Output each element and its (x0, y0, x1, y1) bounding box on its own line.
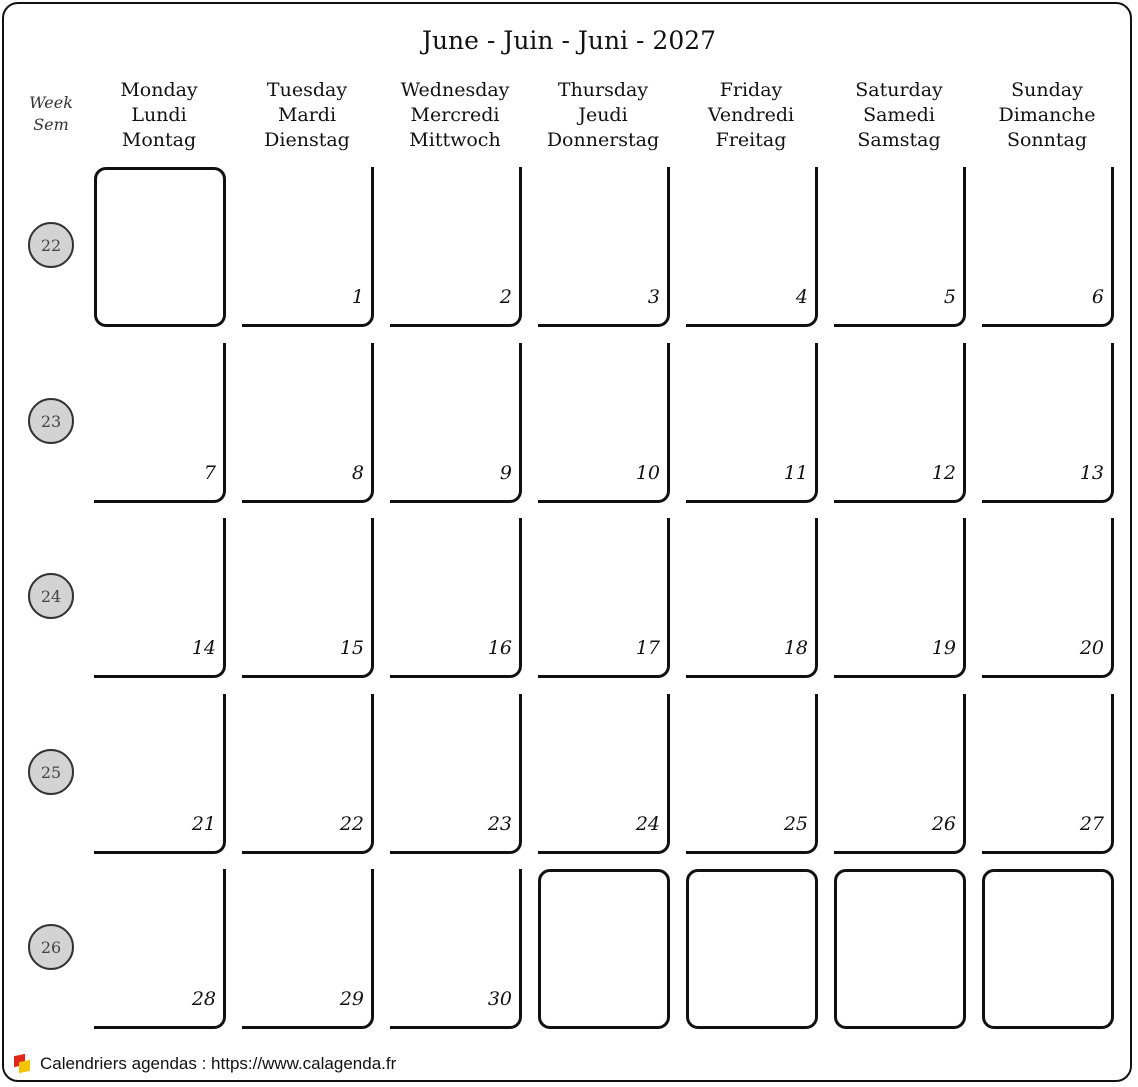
day-cell[interactable] (538, 694, 670, 854)
day-header-2 (390, 78, 520, 153)
day-cell[interactable] (390, 343, 522, 503)
day-header-3 (538, 78, 668, 153)
day-cell[interactable] (242, 694, 374, 854)
week-number-badge: 26 (28, 924, 74, 970)
day-cell[interactable] (242, 869, 374, 1029)
day-cell[interactable] (982, 518, 1114, 678)
day-number: 10 (635, 462, 660, 484)
day-number: 8 (351, 462, 364, 484)
day-cell[interactable] (686, 343, 818, 503)
day-cell[interactable] (834, 694, 966, 854)
empty-day-cell[interactable] (94, 167, 226, 327)
day-cell[interactable] (94, 694, 226, 854)
day-name-line: Wednesday (400, 79, 510, 101)
day-cell[interactable] (94, 518, 226, 678)
day-cell[interactable] (538, 343, 670, 503)
day-cell[interactable] (686, 167, 818, 327)
day-cell[interactable] (242, 167, 374, 327)
day-name-line: Mittwoch (409, 129, 501, 151)
day-name-line: Donnerstag (546, 129, 660, 151)
empty-day-cell[interactable] (982, 869, 1114, 1029)
week-number-badge: 22 (28, 222, 74, 268)
day-name-line: Dienstag (264, 129, 350, 151)
day-name-line: Tuesday (266, 79, 348, 101)
day-name-line: Lundi (131, 104, 187, 126)
day-cell[interactable] (834, 518, 966, 678)
week-label: Week (29, 93, 73, 112)
sem-label: Sem (33, 115, 69, 134)
day-cell[interactable] (390, 518, 522, 678)
day-number: 6 (1091, 286, 1104, 308)
day-number: 9 (499, 462, 512, 484)
day-number: 30 (487, 988, 512, 1010)
day-cell[interactable] (686, 694, 818, 854)
day-name-line: Mercredi (410, 104, 500, 126)
day-number: 18 (783, 637, 808, 659)
day-number: 23 (487, 813, 512, 835)
day-header-5 (834, 78, 964, 153)
day-name-line: Vendredi (707, 104, 795, 126)
week-number-badge: 24 (28, 573, 74, 619)
day-cell[interactable] (982, 343, 1114, 503)
day-number: 7 (203, 462, 216, 484)
day-name-line: Samedi (863, 104, 935, 126)
day-cell[interactable] (242, 343, 374, 503)
day-number: 17 (635, 637, 660, 659)
day-number: 3 (647, 286, 660, 308)
day-number: 12 (931, 462, 956, 484)
day-number: 13 (1079, 462, 1104, 484)
footer (14, 1052, 396, 1076)
day-cell[interactable] (538, 167, 670, 327)
day-number: 4 (795, 286, 808, 308)
day-number: 22 (339, 813, 364, 835)
day-cell[interactable] (390, 694, 522, 854)
day-name-line: Samstag (857, 129, 941, 151)
day-name-line: Friday (719, 79, 783, 101)
empty-day-cell[interactable] (834, 869, 966, 1029)
footer-link-text[interactable]: Calendriers agendas : https://www.calagenda.fr (40, 1054, 397, 1073)
day-number: 2 (499, 286, 512, 308)
day-number: 15 (339, 637, 364, 659)
day-cell[interactable] (982, 694, 1114, 854)
day-cell[interactable] (390, 869, 522, 1029)
day-name-line: Montag (121, 129, 197, 151)
day-number: 20 (1079, 637, 1104, 659)
day-name-line: Mardi (277, 104, 337, 126)
empty-day-cell[interactable] (538, 869, 670, 1029)
day-number: 1 (351, 286, 364, 308)
day-name-line: Thursday (557, 79, 649, 101)
day-header-1 (242, 78, 372, 153)
day-name-line: Saturday (855, 79, 943, 101)
day-header-6 (982, 78, 1112, 153)
day-number: 24 (635, 813, 660, 835)
day-number: 19 (931, 637, 956, 659)
day-cell[interactable] (242, 518, 374, 678)
day-name-line: Dimanche (998, 104, 1096, 126)
day-cell[interactable] (686, 518, 818, 678)
day-header-4 (686, 78, 816, 153)
week-number-badge: 23 (28, 398, 74, 444)
day-cell[interactable] (94, 343, 226, 503)
day-number: 11 (783, 462, 808, 484)
day-number: 16 (487, 637, 512, 659)
day-number: 21 (191, 813, 216, 835)
empty-day-cell[interactable] (686, 869, 818, 1029)
day-cell[interactable] (390, 167, 522, 327)
day-name-line: Freitag (715, 129, 787, 151)
day-number: 5 (943, 286, 956, 308)
day-header-0 (94, 78, 224, 153)
calendar-title: June - Juin - Juni - 2027 (421, 26, 717, 55)
day-name-line: Sunday (1011, 79, 1083, 101)
day-number: 29 (339, 988, 364, 1010)
day-cell[interactable] (94, 869, 226, 1029)
day-number: 28 (191, 988, 216, 1010)
day-name-line: Monday (120, 79, 198, 101)
week-number-badge: 25 (28, 749, 74, 795)
day-cell[interactable] (834, 167, 966, 327)
day-name-line: Sonntag (1006, 129, 1088, 151)
day-cell[interactable] (538, 518, 670, 678)
day-number: 26 (931, 813, 956, 835)
day-number: 14 (191, 637, 216, 659)
day-number: 27 (1079, 813, 1104, 835)
day-cell[interactable] (834, 343, 966, 503)
calagenda-logo-icon (14, 1055, 32, 1073)
day-name-line: Jeudi (578, 104, 628, 126)
day-cell[interactable] (982, 167, 1114, 327)
week-column-header (18, 92, 84, 136)
day-number: 25 (783, 813, 808, 835)
